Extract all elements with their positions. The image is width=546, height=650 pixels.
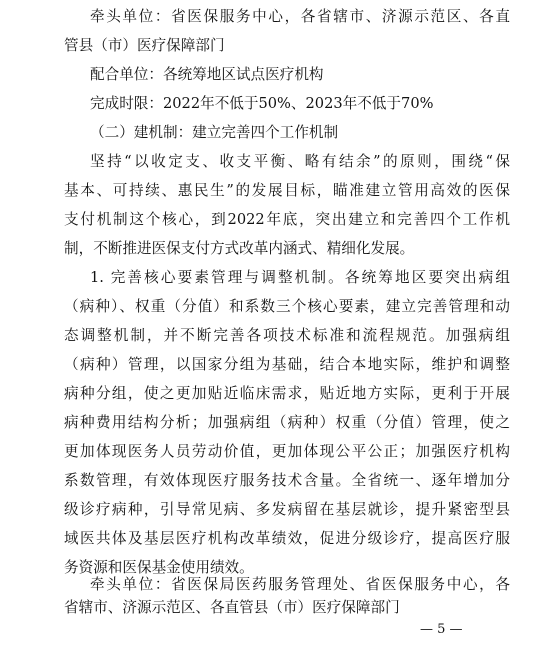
text-line-22: 省辖市、济源示范区、各直管县（市）医疗保障部门 [64,599,400,616]
text-line-14: 病种分组，使之更加贴近临床需求，贴近地方实际，更利于开展 [64,385,510,402]
text-line-9: 制，不断推进医保支付方式改革内涵式、精细化发展。 [64,240,415,257]
text-line-12: 态调整机制，并不断完善各项技术标准和流程规范。加强病组 [64,327,510,344]
text-line-8: 支付机制这个核心，到2022年底，突出建立和完善四个工作机 [64,211,510,228]
text-line-16: 更加体现医务人员劳动价值，更加体现公平公正；加强医疗机构 [64,443,510,460]
text-line-19: 域医共体及基层医疗机构改革绩效，促进分级诊疗，提高医疗服 [64,530,510,547]
text-line-13: （病种）管理，以国家分组为基础，结合本地实际，维护和调整 [64,356,510,373]
text-line-1: 牵头单位：省医保服务中心，各省辖市、济源示范区、各直 [90,8,510,25]
text-line-7: 基本、可持续、惠民生”的发展目标，瞄准建立管用高效的医保 [64,182,510,199]
text-line-6: 坚持“以收定支、收支平衡、略有结余”的原则，围绕“保 [90,153,510,170]
text-line-3: 配合单位：各统筹地区试点医疗机构 [90,66,324,83]
text-line-2: 管县（市）医疗保障部门 [64,37,225,54]
text-line-21: 牵头单位：省医保局医药服务管理处、省医保服务中心，各 [90,576,510,593]
text-line-20: 务资源和医保基金使用绩效。 [64,559,254,576]
text-line-4: 完成时限：2022年不低于50%、2023年不低于70% [90,95,434,112]
page-number: — 5 — [420,622,463,637]
section-heading: （二）建机制：建立完善四个工作机制 [90,124,339,141]
text-line-15: 病种费用结构分析；加强病组（病种）权重（分值）管理，使之 [64,414,510,431]
text-line-18: 级诊疗病种，引导常见病、多发病留在基层就诊，提升紧密型县 [64,501,510,518]
text-line-11: （病种）、权重（分值）和系数三个核心要素，建立完善管理和动 [64,298,510,315]
text-line-17: 系数管理，有效体现医疗服务技术含量。全省统一、逐年增加分 [64,472,510,489]
numbered-item-heading: 1. 完善核心要素管理与调整机制。各统筹地区要突出病组 [90,269,510,286]
